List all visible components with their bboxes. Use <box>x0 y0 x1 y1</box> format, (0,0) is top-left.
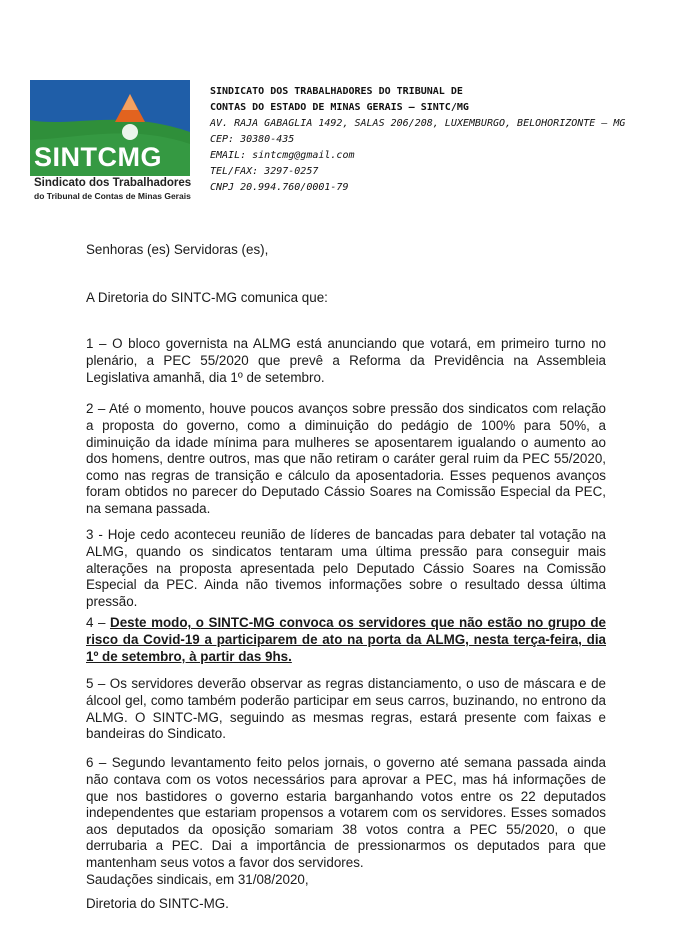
letter-intro: A Diretoria do SINTC-MG comunica que: <box>86 290 328 305</box>
paragraph-5: 5 – Os servidores deverão observar as regras distanciamento, o uso de máscara e de álcool gel, como também poderão participar em seus carros, buzinando, no entrono da ALMG. O SINTC-MG, seguindo as mesmas regras, estará presente com faixas e bandeiras do Sindicato. <box>86 676 606 742</box>
letterhead-tel: TEL/FAX: 3297-0257 <box>210 166 319 177</box>
letterhead-cep: CEP: 30380-435 <box>210 134 295 145</box>
letter-greeting: Senhoras (es) Servidoras (es), <box>86 242 269 257</box>
sintc-logo <box>30 80 190 205</box>
letter-closing: Saudações sindicais, em 31/08/2020, <box>86 872 309 887</box>
logo-graphic <box>30 80 190 176</box>
letter-signature: Diretoria do SINTC-MG. <box>86 896 229 911</box>
logo-subtitle-2: do Tribunal de Contas de Minas Gerais <box>34 191 191 201</box>
paragraph-6: 6 – Segundo levantamento feito pelos jornais, o governo até semana passada ainda não contava com os votos necessários para aprovar a PEC, mas há informações de que nos bastidores o governo estaria barganhando votos entre os 22 deputados independentes que estariam propensos a votarem com os servidores. Esses somados aos deputados da oposição somariam 38 votos contra a PEC 55/2020, o que derrubaria a PEC. Dai a importância de pressionarmos os deputados para que mantenham seus votos a favor dos servidores. <box>86 755 606 870</box>
letterhead-address: AV. RAJA GABAGLIA 1492, SALAS 206/208, LUXEMBURGO, BELOHORIZONTE – MG <box>210 118 626 129</box>
letterhead-line-2: CONTAS DO ESTADO DE MINAS GERAIS – SINTC/MG <box>210 102 469 113</box>
paragraph-4-prefix: 4 – <box>86 615 111 631</box>
letterhead-line-1: SINDICATO DOS TRABALHADORES DO TRIBUNAL DE <box>210 86 463 97</box>
logo-wordmark: SINTCMG <box>34 142 162 172</box>
paragraph-2: 2 – Até o momento, houve poucos avanços sobre pressão dos sindicatos com relação a proposta do governo, como a diminuição do pedágio de 100% para 50%, a diminuição da idade mínima para mulheres se aposentarem igualando o aumento ao dos homens, dentre outros, mas que não retiram o caráter geral ruim da PEC 55/2020, como nas regras de transição e cálculo da aposentadoria. Esses pequenos avanços foram obtidos no parecer do Deputado Cássio Soares na Comissão Especial da PEC, na semana passada. <box>86 401 606 516</box>
logo-subtitle-1: Sindicato dos Trabalhadores <box>34 177 192 189</box>
paragraph-1: 1 – O bloco governista na ALMG está anunciando que votará, em primeiro turno no plenário, a PEC 55/2020 que prevê a Reforma da Previdência na Assembleia Legislativa amanhã, dia 1º de setembro. <box>86 336 606 385</box>
paragraph-4 <box>86 615 606 665</box>
letterhead <box>210 84 680 196</box>
letterhead-cnpj: CNPJ 20.994.760/0001-79 <box>210 182 349 193</box>
letterhead-email: EMAIL: sintcmg@gmail.com <box>210 150 355 161</box>
paragraph-4-emphasis: Deste modo, o SINTC-MG convoca os servidores que não estão no grupo de risco da Covid-19 a participarem de ato na porta da ALMG, nesta terça-feira, dia 1º de setembro, à partir das 9hs. <box>86 615 606 664</box>
paragraph-3: 3 - Hoje cedo aconteceu reunião de líderes de bancadas para debater tal votação na ALMG, quando os sindicatos tentaram uma última pressão para conseguir mais alterações na proposta apresentada pelo Deputado Cássio Soares na Comissão Especial da PEC. Ainda não tivemos informações sobre o resultado dessa última pressão. <box>86 527 606 609</box>
